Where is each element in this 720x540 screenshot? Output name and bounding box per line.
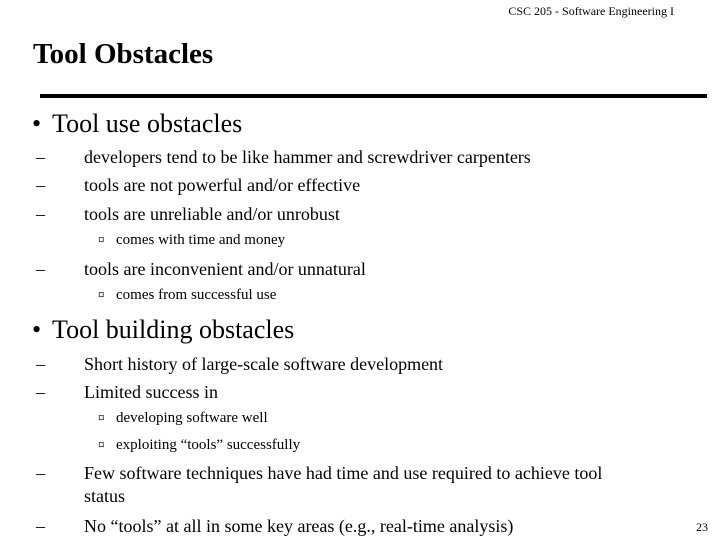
list-item: – tools are inconvenient and/or unnatural (36, 259, 366, 279)
bullet-dot: • (32, 315, 42, 344)
section-heading-tool-building: • Tool building obstacles (32, 315, 295, 344)
sub-list-item: ¤ developing software well (98, 410, 268, 426)
sub-list-item: ¤ comes from successful use (98, 287, 277, 303)
list-item: – tools are unreliable and/or unrobust (36, 204, 340, 224)
bullet-dash: – (36, 259, 45, 279)
bullet-dash: – (36, 175, 45, 195)
page-number: 23 (696, 520, 708, 534)
list-item: – tools are not powerful and/or effective (36, 175, 361, 195)
bullet-dash: – (36, 204, 45, 224)
sub-list-item: ¤ exploiting “tools” successfully (98, 437, 301, 453)
bullet-square: ¤ (98, 287, 105, 302)
sub-list-item: ¤ comes with time and money (98, 232, 286, 248)
bullet-dash: – (36, 463, 45, 483)
list-item: – developers tend to be like hammer and screwdriver carpenters (36, 147, 531, 167)
bullet-square: ¤ (98, 410, 105, 425)
title-divider (40, 94, 707, 98)
section-heading-tool-use: • Tool use obstacles (32, 109, 243, 138)
list-item: – Limited success in (36, 382, 218, 402)
bullet-square: ¤ (98, 232, 105, 247)
bullet-dash: – (36, 354, 45, 374)
bullet-dash: – (36, 147, 45, 167)
bullet-dash: – (36, 516, 45, 536)
course-header: CSC 205 - Software Engineering I (508, 4, 674, 18)
list-item: – Short history of large-scale software development (36, 354, 444, 374)
bullet-dot: • (32, 109, 42, 138)
bullet-dash: – (36, 382, 45, 402)
list-item: – Few software techniques have had time and use required to achieve tool status (36, 463, 603, 506)
list-item: – No “tools” at all in some key areas (e.g., real-time analysis) (36, 516, 514, 536)
bullet-square: ¤ (98, 437, 105, 452)
slide-title: Tool Obstacles (33, 38, 214, 70)
